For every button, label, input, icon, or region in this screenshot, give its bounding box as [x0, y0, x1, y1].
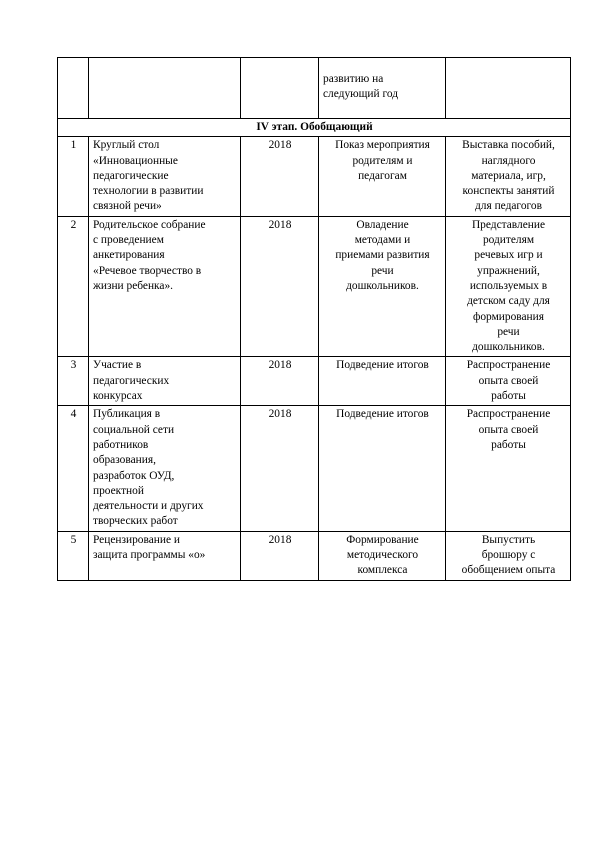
cell-num: 2 — [58, 216, 89, 357]
cell-activity: Родительское собрание с проведением анкетирования «Речевое творчество в жизни ребенка». — [89, 216, 241, 357]
cell-num: 1 — [58, 137, 89, 216]
stage-header-row — [58, 119, 571, 137]
cell-result — [446, 58, 571, 119]
cell-year: 2018 — [241, 137, 319, 216]
cell-task: Овладение методами и приемами развития речи дошкольников. — [319, 216, 446, 357]
cell-task: развитию на следующий год — [319, 58, 446, 119]
cell-result: Распространение опыта своей работы — [446, 357, 571, 406]
table-row — [58, 406, 571, 531]
cell-year — [241, 58, 319, 119]
table-row — [58, 58, 571, 119]
cell-year: 2018 — [241, 406, 319, 531]
cell-result: Представление родителям речевых игр и упражнений, используемых в детском саду для формирования речи дошкольников. — [446, 216, 571, 357]
plan-table — [57, 57, 571, 581]
cell-task: Подведение итогов — [319, 406, 446, 531]
cell-activity: Рецензирование и защита программы «о» — [89, 531, 241, 580]
cell-num — [58, 58, 89, 119]
cell-activity: Круглый стол «Инновационные педагогические технологии в развитии связной речи» — [89, 137, 241, 216]
table-row — [58, 137, 571, 216]
cell-year: 2018 — [241, 216, 319, 357]
cell-activity: Участие в педагогических конкурсах — [89, 357, 241, 406]
cell-num: 5 — [58, 531, 89, 580]
cell-year: 2018 — [241, 357, 319, 406]
table-row — [58, 357, 571, 406]
cell-task: Подведение итогов — [319, 357, 446, 406]
cell-result: Выставка пособий, наглядного материала, игр, конспекты занятий для педагогов — [446, 137, 571, 216]
table-row — [58, 531, 571, 580]
cell-num: 4 — [58, 406, 89, 531]
cell-num: 3 — [58, 357, 89, 406]
stage-header: IV этап. Обобщающий — [58, 119, 571, 137]
cell-activity — [89, 58, 241, 119]
table-row — [58, 216, 571, 357]
cell-task: Показ мероприятия родителям и педагогам — [319, 137, 446, 216]
cell-task: Формирование методического комплекса — [319, 531, 446, 580]
cell-year: 2018 — [241, 531, 319, 580]
cell-result: Выпустить брошюру с обобщением опыта — [446, 531, 571, 580]
cell-result: Распространение опыта своей работы — [446, 406, 571, 531]
cell-activity: Публикация в социальной сети работников образования, разработок ОУД, проектной деятельности и других творческих работ — [89, 406, 241, 531]
